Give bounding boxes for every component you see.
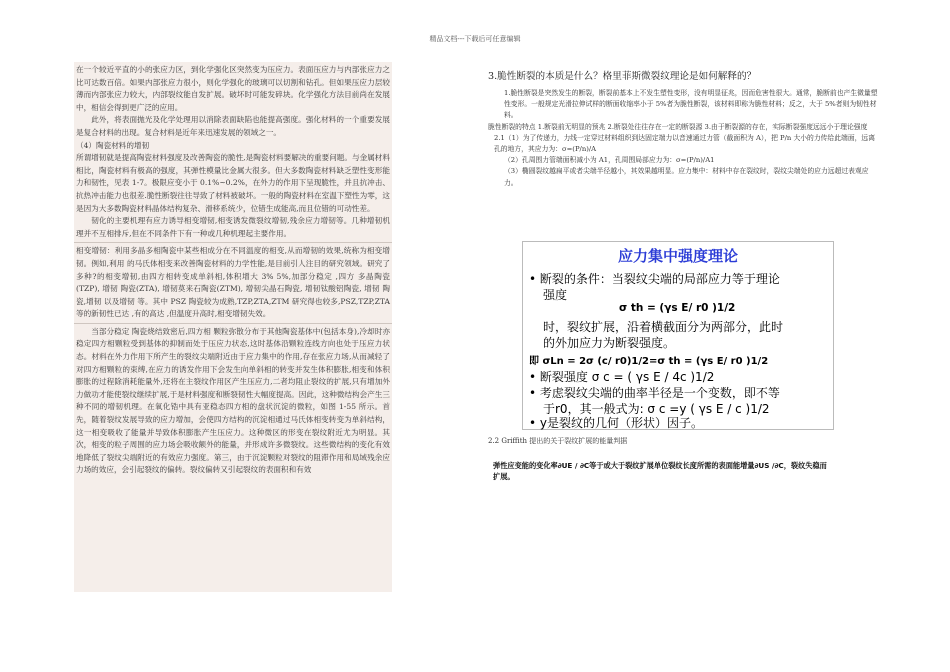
slide-line: • y是裂纹的几何（形状）因子。	[529, 416, 703, 430]
slide-line: 时，裂纹扩展，沿着横截面分为两部分，此时	[543, 320, 784, 334]
slide-line: • 断裂强度 σ c = ( γs E / 4c )1/2	[529, 370, 715, 384]
energy-criterion-text: 弹性应变能的变化率∂UE / ∂C等于或大于裂纹扩展单位裂纹长度所需的表面能增量∂US /∂C，裂纹失稳而扩展。	[493, 461, 827, 481]
paragraph: （3）椭圆裂纹越扁平或者尖端半径越小，其效果越明显。应力集中：材料中存在裂纹时，裂纹尖端处的应力远超过表观应力。	[504, 167, 869, 187]
slide-title: 应力集中强度理论	[617, 247, 738, 265]
slide-line: 强度	[543, 288, 568, 302]
slide-formula: σ th = (γs E/ r0 )1/2	[619, 302, 736, 314]
paragraph: 此外，将表面抛光及化学处理用以消除表面缺陷也能提高强度。强化材料的一个重要发展是复合材料的出现。复合材料是近年来迅速发展的领域之一。	[76, 115, 390, 137]
paragraph: 在一个较近平直的小的张应力区，到化学强化区突然变为压应力。表面压应力与内部张应力之比可达数百倍。如果内部张应力很小，则化学强化的玻璃可以切割和钻孔。但如果压应力层较薄而内部张应力较大，内部裂纹能自发扩展。破坏时可能发碎块。化学强化方法目前尚在发展中，相信会得到更广泛的应用。	[76, 65, 390, 112]
slide-line: • 断裂的条件：当裂纹尖端的局部应力等于理论	[529, 272, 780, 286]
paragraph: 脆性断裂的特点 1.断裂前无明显的预兆 2.断裂处往往存在一定的断裂源 3.由于断裂源的存在，实际断裂强度远远小于理论强度	[488, 122, 868, 131]
section-heading: （4）陶瓷材料的增韧	[76, 140, 150, 150]
paragraph: 2.1（1）为了传递力，力线一定穿过材料组织到达固定端力以音速通过力管（截面积为 A），把 P/n 大小的力传给此端面，远离孔的地方，其应力为：σ=(P/n)/A	[494, 133, 876, 154]
paragraph: 1.脆性断裂是突然发生的断裂，断裂前基本上不发生塑性变形，没有明显征兆，因而危害性很大。通常，脆断前也产生微量塑性变形。一般规定光滑拉伸试样的断面收缩率小于 5%者为脆性断裂，该材料即称为脆性材料；反之，大于 5%者则为韧性材料。	[504, 89, 878, 120]
page-header: 精品文档---下载后可任意编辑	[429, 35, 521, 43]
paragraph: 相变增韧：利用多晶多相陶瓷中某些相成分在不同温度的相变,从而增韧的效果,统称为相变增韧。例如,利用 的马氏体相变来改善陶瓷材料的力学性能,是目前引人注目的研究领域。研究了多种?的相变增韧,由四方相转变成单斜相,体积增大 3% 5%,加部分稳定 ,四方 多晶陶瓷(TZP), 增韧 陶瓷(ZTA), 增韧莫来石陶瓷(ZTM), 增韧尖晶石陶瓷, 增韧钛酸铝陶瓷, 增韧 陶瓷,增韧 以及增韧 等。其中 PSZ 陶瓷较为成熟,TZP,ZTA,ZTM 研究得也较多,PSZ,TZP,ZTA 等的新韧性已达 ,有的高达 ,但温度升高时,相变增韧失效。	[76, 246, 390, 319]
figure-caption: 2.2 Griffith 提出的关于裂纹扩展的能量判据	[488, 437, 628, 445]
divider	[74, 323, 392, 324]
paragraph: （2）孔周围力管端面积减小为 A1，孔周围局部应力为：σ=(P/n)/A1	[504, 156, 715, 165]
slide-line: • 考虑裂纹尖端的曲率半径是一个变数，即不等	[529, 386, 780, 400]
slide-formula: 即 σLn = 2σ (c/ r0)1/2=σ th = (γs E/ r0 )1/2	[529, 356, 769, 367]
paragraph: 当部分稳定 陶瓷烧结致密后,四方相 颗粒弥散分布于其他陶瓷基体中(包括本身),冷却时亦稳定四方相颗粒受到基体的抑制而处于压应力状态,这时基体沿颗粒连线方向也处于压应力状态。材料在外力作用下所产生的裂纹尖端附近由于应力集中的作用,存在张应力场,从而减轻了对四方相颗粒的束缚,在应力的诱发作用下会发生向单斜相的转变并发生体积膨胀,相变和体积膨胀的过程除消耗能量外,还将在主裂纹作用区产生压应力,二者均阻止裂纹的扩展,只有增加外力做功才能使裂纹继续扩展,于是材料强度和断裂韧性大幅度提高。因此，这种微结构会产生三种不同的增韧机理。在氧化锆中具有亚稳态四方相的盘状沉淀的微粒，如图 1-55 所示。首先，随着裂纹发展导致的应力增加，会使四方结构的沉淀相通过马氏体相变转变为单斜结构，这一相变吸收了能量并导致体积膨胀产生压应力。这种微区的形变在裂纹附近尤为明显。其次，相变的粒子周围的应力场会吸收额外的能量，并形成许多微裂纹。这些微结构的变化有效地降低了裂纹尖端附近的有效应力强度。第三，由于沉淀颗粒对裂纹的阻滞作用和局域残余应力场的效应，会引起裂纹的偏转。裂纹偏转又引起裂纹的表面积和有效	[76, 326, 390, 475]
slide-line: 于r0，其一般式为: σ c =y ( γs E / c )1/2	[543, 402, 770, 416]
paragraph: 所谓增韧就是提高陶瓷材料强度及改善陶瓷的脆性,是陶瓷材料要解决的重要问题。与金属材料相比，陶瓷材料有极高的强度，其弹性模量比金属大很多。但大多数陶瓷材料缺乏塑性变形能力和韧性，见表 1-7。极限应变小于 0.1%~0.2%，在外力的作用下呈现脆性，并且抗冲击、抗热冲击能力也很差.脆性断裂往往导致了材料被破坏。一般的陶瓷材料在室温下塑性为零，这是因为大多数陶瓷材料晶体结构复杂、滑移系统少，位错生成能高,而且位错的可动性差。	[76, 153, 390, 213]
question-heading: 3.脆性断裂的本质是什么？格里菲斯微裂纹理论是如何解释的？	[488, 71, 757, 82]
divider	[74, 242, 392, 243]
left-text-column	[74, 62, 392, 592]
paragraph: 韧化的主要机理有应力诱导相变增韧,相变诱发微裂纹增韧,残余应力增韧等。几种增韧机理并不互相排斥,但在不同条件下有一种或几种机理起主要作用。	[76, 216, 390, 238]
slide-image	[522, 241, 834, 430]
slide-line: 的外加应力为断裂强度。	[543, 336, 676, 350]
right-text-column	[488, 62, 878, 189]
